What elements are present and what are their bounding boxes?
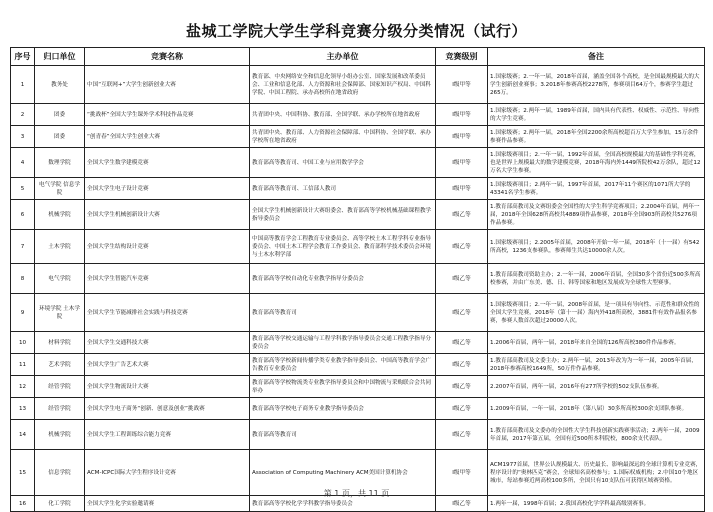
row-host: 教育部高等学校新闻传播学类专业教学指导委员会、中国高等教育学会广告教育专业委员会 [250, 354, 436, 376]
row-competition-name: 中国“互联网+”大学生创新创业大赛 [85, 66, 250, 104]
table-row [11, 294, 705, 332]
row-competition-name: 全国大学生结构设计竞赛 [85, 230, 250, 264]
table-row [11, 264, 705, 294]
table-row [11, 104, 705, 126]
table-row [11, 66, 705, 104]
row-host: 教育部高等教育司 [250, 420, 436, 450]
row-note: 1.国家级赛项目；2.两年一届，1997年首届，2017年11个赛区的1071所大学的43341名学生参赛。 [488, 178, 705, 200]
row-competition-name: “挑战杯”全国大学生课外学术科技作品竞赛 [85, 104, 250, 126]
row-level: Ⅰ级乙等 [436, 420, 488, 450]
row-level: Ⅰ级乙等 [436, 200, 488, 230]
row-unit: 数理学院 [35, 148, 85, 178]
row-host: 教育部高等学校化学学科教学指导委员会 [250, 496, 436, 512]
row-note: 1.国家级赛项目；2.2005年首届，2008年开始一年一届，2018年（十一届）有542所高校，1236支参赛队，参赛师生共达10000余人次。 [488, 230, 705, 264]
row-index: 2 [11, 104, 35, 126]
row-note: 1.国家级赛；2.两年一届，2018年全国2200余所高校超百万大学生参加，15万余件参赛作品参赛。 [488, 126, 705, 148]
row-competition-name: 全国大学生电子设计竞赛 [85, 178, 250, 200]
row-competition-name: 全国大学生节能减排社会实践与科技竞赛 [85, 294, 250, 332]
row-note: 1.教育部高教司资助主办；2.一年一届，2006年首届，全国30多个省份近500多所高校参赛，并由广东美、德、日、韩等国家和地区发展成为全球性大型赛事。 [488, 264, 705, 294]
row-index: 1 [11, 66, 35, 104]
header-host: 主办单位 [250, 48, 436, 66]
row-host: 教育部高等学校物流类专业教学指导委员会和中国物流与采购联合会共同举办 [250, 376, 436, 398]
row-level: Ⅰ级乙等 [436, 332, 488, 354]
row-note: 1.两年一届，1998年首届；2.我国高校化学学科最高级别赛事。 [488, 496, 705, 512]
row-note: 1.2009年首届，一年一届，2018年（第八届）30多所高校300余支团队参赛。 [488, 398, 705, 420]
row-unit: 经管学院 [35, 398, 85, 420]
row-unit: 艺术学院 [35, 354, 85, 376]
row-note: 1.2006年首届，两年一届，2018年来自全国的126所高校380件作品参赛。 [488, 332, 705, 354]
row-level: Ⅰ级乙等 [436, 294, 488, 332]
row-index: 13 [11, 398, 35, 420]
row-unit: 土木学院 [35, 230, 85, 264]
row-index: 14 [11, 420, 35, 450]
row-competition-name: 全国大学生化学实验邀请赛 [85, 496, 250, 512]
row-unit: 信息学院 [35, 450, 85, 496]
row-level: Ⅰ级甲等 [436, 178, 488, 200]
row-host: 共青团中央、中国科协、教育部、全国学联、承办学校所在地省政府 [250, 104, 436, 126]
competition-table [10, 47, 705, 512]
row-host: Association of Computing Machinery ACM美国计算机协会 [250, 450, 436, 496]
row-index: 6 [11, 200, 35, 230]
row-unit: 电气学院 信息学院 [35, 178, 85, 200]
row-unit: 经管学院 [35, 376, 85, 398]
row-index: 7 [11, 230, 35, 264]
page-footer: 第 1 页，共 11 页 [323, 489, 390, 498]
table-row [11, 376, 705, 398]
table-row [11, 126, 705, 148]
row-competition-name: 全国大学生工程训练综合能力竞赛 [85, 420, 250, 450]
row-competition-name: 全国大学生物流设计大赛 [85, 376, 250, 398]
row-competition-name: 全国大学生智能汽车竞赛 [85, 264, 250, 294]
row-host: 中国高等教育学会工程教育专业委员会、高等学校土木工程学科专业指导委员会、中国土木工程学会教育工作委员会、教育部科学技术委员会环境与土木水利学部 [250, 230, 436, 264]
row-note: 1.国家级赛项目；2.一年一届，2008年首届，是一项具有导向性、示范性和群众性的全国大学生竞赛，2018年（第十一届）海内外418所高校，3881件有效作品报名参赛，参赛人数首次超过20000人次。 [488, 294, 705, 332]
row-competition-name: 全国大学生机械创新设计大赛 [85, 200, 250, 230]
table-row [11, 420, 705, 450]
row-level: Ⅰ级甲等 [436, 66, 488, 104]
row-competition-name: “创青春”全国大学生创业大赛 [85, 126, 250, 148]
row-host: 教育部、中央网络安全和信息化领导小组办公室、国家发展和改革委员会、工业和信息化部、人力资源和社会保障部、国家知识产权局、中国科学院、中国工程院、承办高校所在地省政府 [250, 66, 436, 104]
row-level: Ⅰ级甲等 [436, 104, 488, 126]
row-host: 教育部高等学校电子商务专业教学指导委员会 [250, 398, 436, 420]
row-competition-name: ACM-ICPC国际大学生程序设计竞赛 [85, 450, 250, 496]
row-index: 3 [11, 126, 35, 148]
row-host: 教育部高等教育司 [250, 294, 436, 332]
row-level: Ⅰ级甲等 [436, 148, 488, 178]
row-note: 1.国家级赛项目；2.一年一届，1992年首届，全国高校规模最大的基础性学科竞赛，也是世界上规模最大的数学建模竞赛，2018年海内外1449所院校42万余队，超过12万名大学生参赛。 [488, 148, 705, 178]
row-host: 全国大学生机械创新设计大赛组委会、教育部高等学校机械基础课程教学指导委员会 [250, 200, 436, 230]
row-note: 1.教育部高教司及文赛组委会全国性的大学生科学竞赛项目；2.2004年首届，两年一届，2018年全国628所高校共4889项作品参赛，2018年全国903所高校共5276项作品参赛。 [488, 200, 705, 230]
row-unit: 团委 [35, 104, 85, 126]
row-note: 2.2007年首届，两年一届，2016年有277所学校的502支队伍参赛。 [488, 376, 705, 398]
row-level: Ⅰ级甲等 [436, 450, 488, 496]
row-host: 教育部高等学校自动化专业教学指导分委员会 [250, 264, 436, 294]
header-name: 竞赛名称 [85, 48, 250, 66]
row-competition-name: 全国大学生数学建模竞赛 [85, 148, 250, 178]
table-row [11, 148, 705, 178]
row-unit: 团委 [35, 126, 85, 148]
row-index: 8 [11, 264, 35, 294]
row-competition-name: 全国大学生广告艺术大赛 [85, 354, 250, 376]
row-host: 教育部高等教育司、中国工业与应用数学学会 [250, 148, 436, 178]
header-unit: 归口单位 [35, 48, 85, 66]
row-index: 9 [11, 294, 35, 332]
row-index: 12 [11, 376, 35, 398]
row-level: Ⅰ级乙等 [436, 376, 488, 398]
page-title: 盐城工学院大学生学科竞赛分级分类情况（试行） [185, 22, 527, 40]
table-header-row [11, 48, 705, 66]
row-note: 1.国家级赛；2.两年一届，1989年首届，国内具有代表性、权威性、示范性、导向性的大学生竞赛。 [488, 104, 705, 126]
row-unit: 电气学院 [35, 264, 85, 294]
table-row [11, 200, 705, 230]
row-unit: 环境学院 土木学院 [35, 294, 85, 332]
table-row [11, 178, 705, 200]
row-index: 11 [11, 354, 35, 376]
row-index: 10 [11, 332, 35, 354]
row-unit: 材料学院 [35, 332, 85, 354]
header-index: 序号 [11, 48, 35, 66]
table-row [11, 230, 705, 264]
row-note: 1.教育部高教司及文委主办；2.两年一届，2013年改为为一年一届，2005年首届，2018年参赛高校1649所，50万件作品参赛。 [488, 354, 705, 376]
row-host: 教育部高等教育司、工信部人教司 [250, 178, 436, 200]
row-unit: 机械学院 [35, 420, 85, 450]
row-index: 16 [11, 496, 35, 512]
row-unit: 机械学院 [35, 200, 85, 230]
table-row [11, 332, 705, 354]
row-index: 5 [11, 178, 35, 200]
row-index: 4 [11, 148, 35, 178]
row-unit: 化工学院 [35, 496, 85, 512]
table-row [11, 398, 705, 420]
row-level: Ⅰ级乙等 [436, 496, 488, 512]
row-competition-name: 全国大学生电子商务“创新、创意及创业”挑战赛 [85, 398, 250, 420]
row-level: Ⅰ级乙等 [436, 354, 488, 376]
table-row [11, 354, 705, 376]
row-host: 教育部高等学校交通运输与工程学科教学指导委员会交通工程教学指导分委员会 [250, 332, 436, 354]
header-level: 竞赛级别 [436, 48, 488, 66]
header-note: 备注 [488, 48, 705, 66]
row-competition-name: 全国大学生交通科技大赛 [85, 332, 250, 354]
row-level: Ⅰ级乙等 [436, 264, 488, 294]
row-note: 1.教育部高教司及文委办的全国性大学生科技创新实践赛事活动；2.两年一届，2009年首届，2017年第五届，全国有近500所本科院校，800余支代表队。 [488, 420, 705, 450]
row-note: 1.国家级赛；2.一年一届，2018年首届，涵盖全国各个高校，是全国最规模最大的大学生创新创业赛事；3.2018年参赛高校2278所，参赛项目64万个，参赛学生超过265万。 [488, 66, 705, 104]
row-unit: 教务处 [35, 66, 85, 104]
row-level: Ⅰ级乙等 [436, 230, 488, 264]
row-level: Ⅰ级乙等 [436, 398, 488, 420]
row-host: 共青团中央、教育部、人力资源社会保障部、中国科协、全国学联、承办学校所在地省政府 [250, 126, 436, 148]
row-index: 15 [11, 450, 35, 496]
row-note: ACM1977首届，世界公认规模最大、历史最长、影响最深远的全球计算机专业竞赛，程序设计的“奥林匹克”赛会，全球知名高校参与；1.国际权威机构；2.中国10个地区城市，每站参赛近两高校100多所，全国只有10支队伍可获得区域赛资格。 [488, 450, 705, 496]
row-level: Ⅰ级甲等 [436, 126, 488, 148]
